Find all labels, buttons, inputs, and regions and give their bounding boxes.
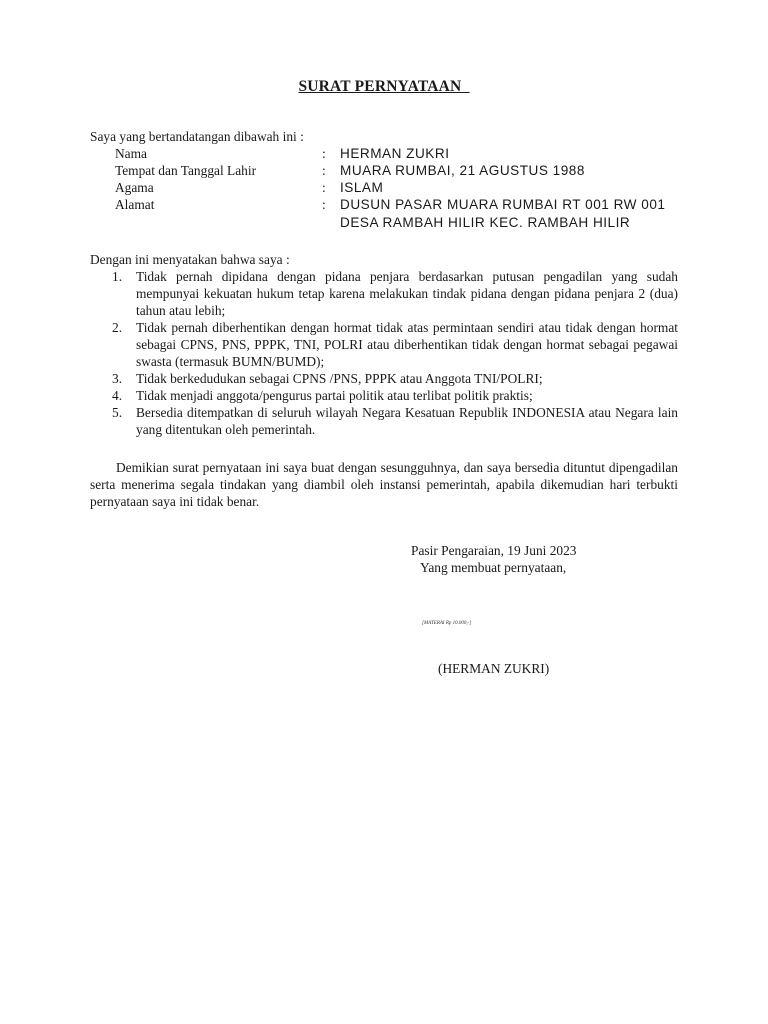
list-item bbox=[90, 319, 678, 370]
list-item-number: 4. bbox=[112, 388, 123, 403]
identity-value: MUARA RUMBAI, 21 AGUSTUS 1988 bbox=[340, 163, 585, 178]
identity-colon: : bbox=[322, 146, 326, 161]
list-item bbox=[90, 404, 678, 438]
list-item-number: 2. bbox=[112, 320, 123, 335]
statement-list bbox=[90, 268, 678, 438]
signature-place-date: Pasir Pengaraian, 19 Juni 2023 bbox=[411, 543, 577, 558]
list-item bbox=[90, 370, 678, 387]
identity-colon: : bbox=[322, 163, 326, 178]
identity-label: Nama bbox=[115, 146, 147, 161]
signature-maker-label: Yang membuat pernyataan, bbox=[420, 560, 567, 575]
identity-value: ISLAM bbox=[340, 180, 384, 195]
list-item-text: Tidak menjadi anggota/pengurus partai politik atau terlibat politik praktis; bbox=[136, 388, 533, 403]
list-item-text: Tidak pernah diberhentikan dengan hormat tidak atas permintaan sendiri atau tidak dengan hormat sebagai CPNS, PNS, PPPK, TNI, POLRI atau diberhentikan tidak dengan hormat sebagai pegawai swasta (termasuk BUMN/BUMD); bbox=[136, 320, 678, 369]
list-item bbox=[90, 268, 678, 319]
intro-text: Saya yang bertandatangan dibawah ini : bbox=[90, 129, 304, 144]
list-item bbox=[90, 387, 678, 404]
identity-row-name bbox=[115, 145, 695, 162]
signer-name: (HERMAN ZUKRI) bbox=[438, 661, 550, 676]
identity-value: HERMAN ZUKRI bbox=[340, 146, 450, 161]
identity-value: DUSUN PASAR MUARA RUMBAI RT 001 RW 001 DESA RAMBAH HILIR KEC. RAMBAH HILIR bbox=[340, 197, 666, 230]
stamp-note: [MATERAI Rp 10.000,-] bbox=[422, 621, 472, 626]
identity-label: Agama bbox=[115, 180, 154, 195]
identity-colon: : bbox=[322, 197, 326, 212]
identity-label: Tempat dan Tanggal Lahir bbox=[115, 163, 257, 178]
list-item-text: Bersedia ditempatkan di seluruh wilayah Negara Kesatuan Republik INDONESIA atau Negara lain yang ditentukan oleh pemerintah. bbox=[136, 405, 678, 437]
identity-table bbox=[115, 145, 695, 232]
list-item-text: Tidak berkedudukan sebagai CPNS /PNS, PPPK atau Anggota TNI/POLRI; bbox=[136, 371, 543, 386]
document-title: SURAT PERNYATAAN bbox=[298, 78, 470, 95]
identity-colon: : bbox=[322, 180, 326, 195]
list-item-number: 1. bbox=[112, 269, 123, 284]
list-item-text: Tidak pernah dipidana dengan pidana penjara berdasarkan putusan pengadilan yang sudah mempunyai kekuatan hukum tetap karena melakukan tindak pidana dengan pidana penjara 2 (dua) tahun atau lebih; bbox=[136, 269, 678, 318]
statement-intro: Dengan ini menyatakan bahwa saya : bbox=[90, 252, 290, 267]
list-item-number: 5. bbox=[112, 405, 123, 420]
identity-row-religion bbox=[115, 179, 695, 196]
identity-label: Alamat bbox=[115, 197, 155, 212]
identity-row-address bbox=[115, 196, 695, 232]
list-item-number: 3. bbox=[112, 371, 123, 386]
closing-paragraph: Demikian surat pernyataan ini saya buat dengan sesungguhnya, dan saya bersedia dituntut dipengadilan serta menerima segala tindakan yang diambil oleh instansi pemerintah, apabila dikemudian hari terbukti pernyataan saya ini tidak benar. bbox=[90, 460, 678, 509]
identity-row-birth bbox=[115, 162, 695, 179]
